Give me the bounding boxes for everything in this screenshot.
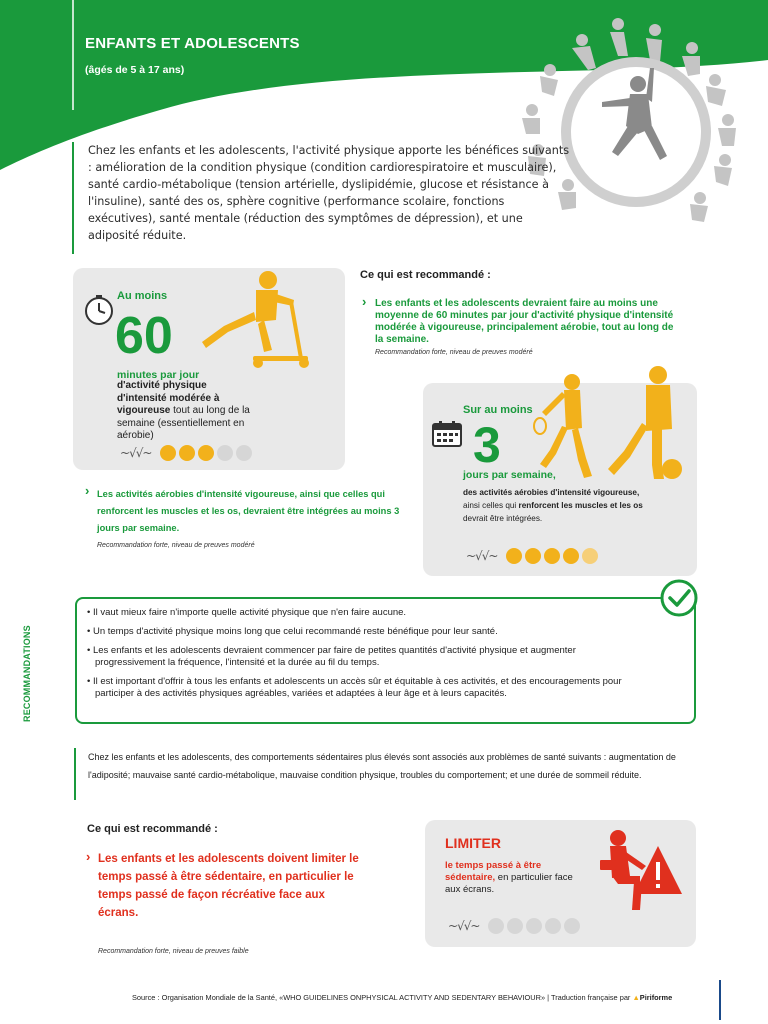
card2-number: 3 (473, 417, 501, 473)
list-item: • Un temps d'activité physique moins long que celui recommandé reste bénéfique pour leur santé. (87, 626, 498, 637)
recommended-note-2: Recommandation forte, niveau de preuves modéré (97, 542, 255, 549)
card1-description (117, 380, 257, 441)
recommended-text-2: Les activités aérobies d'intensité vigoureuse, ainsi que celles qui renforcent les muscles et les os, devraient être intégrées au moins 3 jours par semaine. (97, 489, 400, 533)
rating-dot (563, 548, 579, 564)
card1-label: Au moins (117, 290, 168, 302)
card1-evidence-rating (120, 445, 252, 461)
recommended-heading-3: Ce qui est recommandé : (87, 823, 218, 835)
chevron-right-icon: › (86, 849, 91, 864)
card3-evidence-rating (448, 918, 580, 934)
card2-line1: des activités aérobies d'intensité vigoureuse, (463, 488, 640, 497)
chevron-right-icon: › (362, 294, 367, 309)
rating-dot (564, 918, 580, 934)
page-title: ENFANTS ET ADOLESCENTS (85, 35, 300, 52)
rating-dot (488, 918, 504, 934)
chevron-right-icon: › (85, 483, 90, 498)
rating-dot (507, 918, 523, 934)
recommended-text-3: Les enfants et les adolescents doivent limiter le temps passé à être sédentaire, en particulier le temps passé de façon récréative face aux écrans. (98, 853, 359, 919)
card1-desc-rest: tout au long de la semaine (essentiellement en aérobie) (117, 405, 250, 441)
card2-line2 (463, 500, 643, 513)
recommended-note-3: Recommandation forte, niveau de preuves faible (98, 948, 249, 955)
card2-line2-pre: ainsi celles qui (463, 501, 519, 510)
card1-number: 60 (115, 307, 173, 365)
recommandations-box (75, 597, 696, 724)
list-item: • Les enfants et les adolescents devraient commencer par faire de petites quantités d'activité physique et augmenter progressivement la fréquence, l'intensité et la durée au fil du temps. (87, 645, 576, 668)
card3-description (445, 860, 580, 896)
rating-dot (582, 548, 598, 564)
list-item: • Il vaut mieux faire n'importe quelle activité physique que n'en faire aucune. (87, 607, 407, 618)
recommended-heading-1: Ce qui est recommandé : (360, 269, 491, 281)
recommended-note-1: Recommandation forte, niveau de preuves modéré (375, 349, 533, 356)
check-circle-icon (659, 578, 699, 618)
rating-dot (198, 445, 214, 461)
card3-label: LIMITER (445, 835, 501, 851)
card3-desc-rest: en particulier face aux écrans. (445, 872, 573, 895)
rating-dot (545, 918, 561, 934)
card1-desc-bold: d'activité physique d'intensité modérée à vigoureuse (117, 380, 220, 416)
rating-dot (179, 445, 195, 461)
seated-person-warning-icon (596, 826, 686, 916)
clock-icon (83, 295, 115, 327)
recommandations-list (87, 607, 647, 707)
pulse-icon: ~√√~ (466, 549, 498, 563)
tennis-player-icon (532, 372, 602, 482)
scooter-child-icon (198, 270, 313, 370)
rating-dot (506, 548, 522, 564)
footer-brand: Piriforme (639, 993, 673, 1002)
card3-desc-red: le temps passé à être sédentaire, (445, 860, 542, 883)
rating-dot (160, 445, 176, 461)
pulse-icon: ~√√~ (120, 446, 152, 460)
football-player-icon (606, 365, 688, 485)
card2-label: Sur au moins (463, 404, 533, 416)
rating-dot (217, 445, 233, 461)
card2-unit: jours par semaine, (463, 469, 556, 481)
card1-unit: minutes par jour (117, 369, 200, 381)
card2-line2-bold: renforcent les muscles et les os (518, 501, 643, 510)
footer-divider (719, 980, 721, 1020)
intro-paragraph: Chez les enfants et les adolescents, l'activité physique apporte les bénéfices suivants : amélioration de la condition physique (condition cardiorespiratoire et musculaire), santé cardio-métabolique (tension artérielle, dyslipidémie, glucose et résistance à l'insuline), santé des os, sphère cognitive (performance scolaire, fonctions exécutives), santé mentale (réduction des symptômes de dépression), et une adiposité réduite. (72, 142, 572, 254)
rating-dot (236, 445, 252, 461)
card2-line3: devrait être intégrées. (463, 514, 543, 523)
brand-logo-icon: ▲ (632, 993, 640, 1002)
pulse-icon: ~√√~ (448, 919, 480, 933)
rating-dot (544, 548, 560, 564)
rating-dot (525, 548, 541, 564)
recommandations-side-label: RECOMMANDATIONS (22, 625, 32, 722)
list-item: • Il est important d'offrir à tous les enfants et adolescents un accès sûr et équitable à ces activités, et des encouragements pour participer à des activités physiques agréables, variées et adaptées à leur âge et à leurs capacités. (87, 676, 622, 699)
rating-dot (526, 918, 542, 934)
sedentary-paragraph: Chez les enfants et les adolescents, des comportements sédentaires plus élevés sont associés aux problèmes de santé suivants : augmentation de l'adiposité; mauvaise santé cardio-métabolique, mauvaise condition physique, troubles du comportement; et une durée de sommeil réduite. (74, 748, 694, 800)
recommended-text-1: Les enfants et les adolescents devraient faire au moins une moyenne de 60 minutes par jour d'activité physique d'intensité modérée à vigoureuse, principalement aérobie, tout au long de la semaine. (375, 298, 674, 345)
calendar-icon (432, 420, 462, 448)
footer-source (132, 993, 672, 1002)
card2-evidence-rating (466, 548, 598, 564)
footer-source-text: Source : Organisation Mondiale de la Santé, «WHO GUIDELINES ONPHYSICAL ACTIVITY AND SEDENTARY BEHAVIOUR» | Traduction française par (132, 993, 631, 1002)
page-subtitle: (âgés de 5 à 17 ans) (85, 64, 185, 76)
